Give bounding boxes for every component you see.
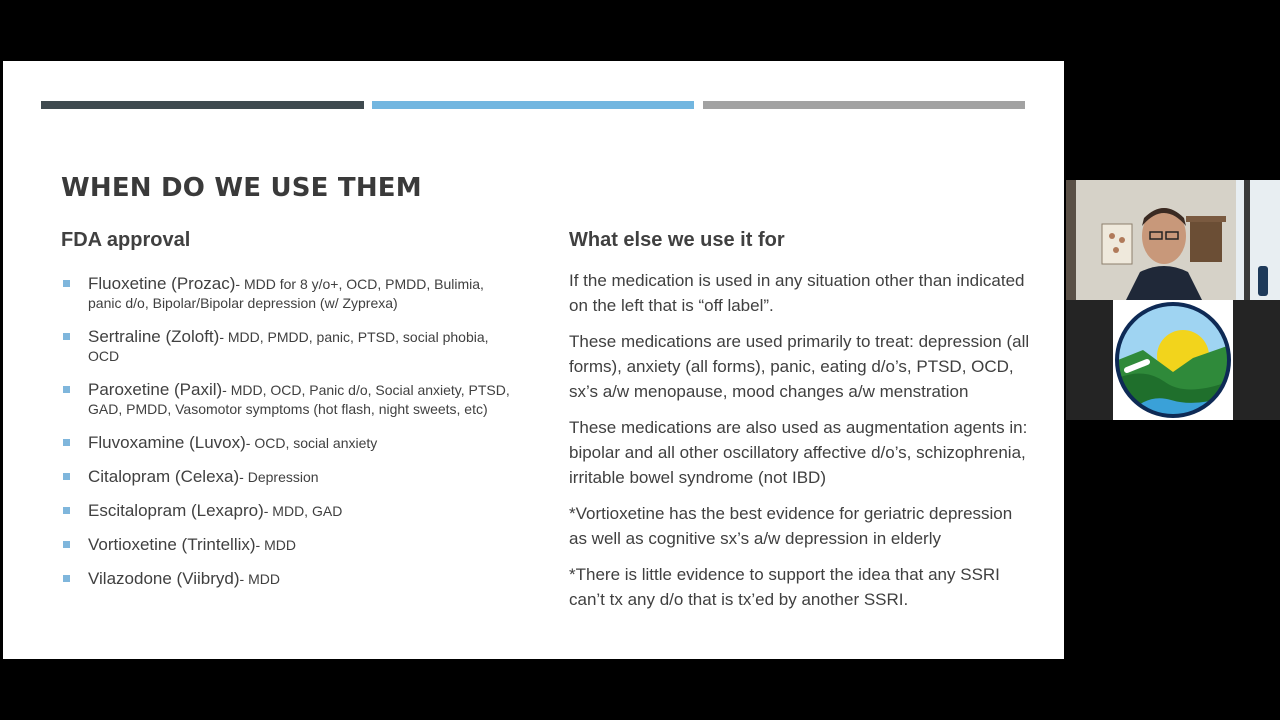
organization-logo [1113, 300, 1233, 420]
paragraph: These medications are used primarily to treat: depression (all forms), anxiety (all forms), panic, eating d/o’s, PTSD, OCD, sx’s a/w menopause, mood changes a/w menstration [569, 332, 1030, 401]
accent-bar-dark [41, 101, 364, 109]
list-item [61, 569, 511, 589]
paragraph: *There is little evidence to support the idea that any SSRI can’t tx any d/o that is tx’ed by another SSRI. [569, 565, 1000, 609]
bullet-icon [63, 386, 70, 393]
list-item [61, 535, 511, 555]
drug-indications: - Depression [239, 469, 319, 485]
list-item [61, 433, 511, 453]
mountain-sun-logo-icon [1113, 300, 1233, 420]
paragraph: *Vortioxetine has the best evidence for geriatric depression as well as cognitive sx’s a/w depression in elderly [569, 504, 1013, 548]
drug-name: Escitalopram (Lexapro) [88, 501, 264, 520]
bullet-icon [63, 333, 70, 340]
drug-indications: - MDD, OCD, Panic d/o, Social anxiety, PTSD, GAD, PMDD, Vasomotor symptoms (hot flash, night sweets, etc) [88, 382, 510, 417]
list-item [61, 274, 511, 313]
bullet-icon [63, 575, 70, 582]
bullet-icon [63, 280, 70, 287]
drug-name: Vortioxetine (Trintellix) [88, 535, 256, 554]
drug-name: Fluvoxamine (Luvox) [88, 433, 246, 452]
drug-name: Paroxetine (Paxil) [88, 380, 223, 399]
bullet-icon [63, 473, 70, 480]
drug-indications: - MDD [239, 571, 280, 587]
bullet-icon [63, 507, 70, 514]
list-item [61, 380, 511, 419]
drug-indications: - MDD, GAD [263, 503, 343, 519]
drug-name: Fluoxetine (Prozac) [88, 274, 236, 293]
webcam-overlay [1066, 180, 1280, 420]
off-label-uses [569, 268, 1034, 623]
bullet-icon [63, 541, 70, 548]
left-column-heading: FDA approval [61, 229, 191, 251]
drug-name: Vilazodone (Viibryd) [88, 569, 240, 588]
bullet-icon [63, 439, 70, 446]
slide-title: WHEN DO WE USE THEM [61, 173, 422, 203]
list-item [61, 327, 511, 366]
accent-bar-gray [703, 101, 1025, 109]
drug-indications: - MDD [255, 537, 296, 553]
drug-indications: - MDD for 8 y/o+, OCD, PMDD, Bulimia, panic d/o, Bipolar/Bipolar depression (w/ Zyprexa) [88, 276, 484, 311]
drug-name: Citalopram (Celexa) [88, 467, 240, 486]
paragraph: These medications are also used as augmentation agents in: bipolar and all other oscillatory affective d/o’s, schizophrenia, irritable bowel syndrome (not IBD) [569, 418, 1028, 487]
drug-indications: - MDD, PMDD, panic, PTSD, social phobia, OCD [88, 329, 489, 364]
right-column-heading: What else we use it for [569, 229, 785, 251]
presenter-video-feed [1066, 180, 1280, 300]
drug-indications: - OCD, social anxiety [245, 435, 378, 451]
paragraph: If the medication is used in any situation other than indicated on the left that is “off label”. [569, 271, 1025, 315]
list-item [61, 467, 511, 487]
accent-bar-blue [372, 101, 694, 109]
fda-approval-list [61, 274, 511, 603]
presentation-slide [3, 61, 1064, 659]
drug-name: Sertraline (Zoloft) [88, 327, 220, 346]
list-item [61, 501, 511, 521]
